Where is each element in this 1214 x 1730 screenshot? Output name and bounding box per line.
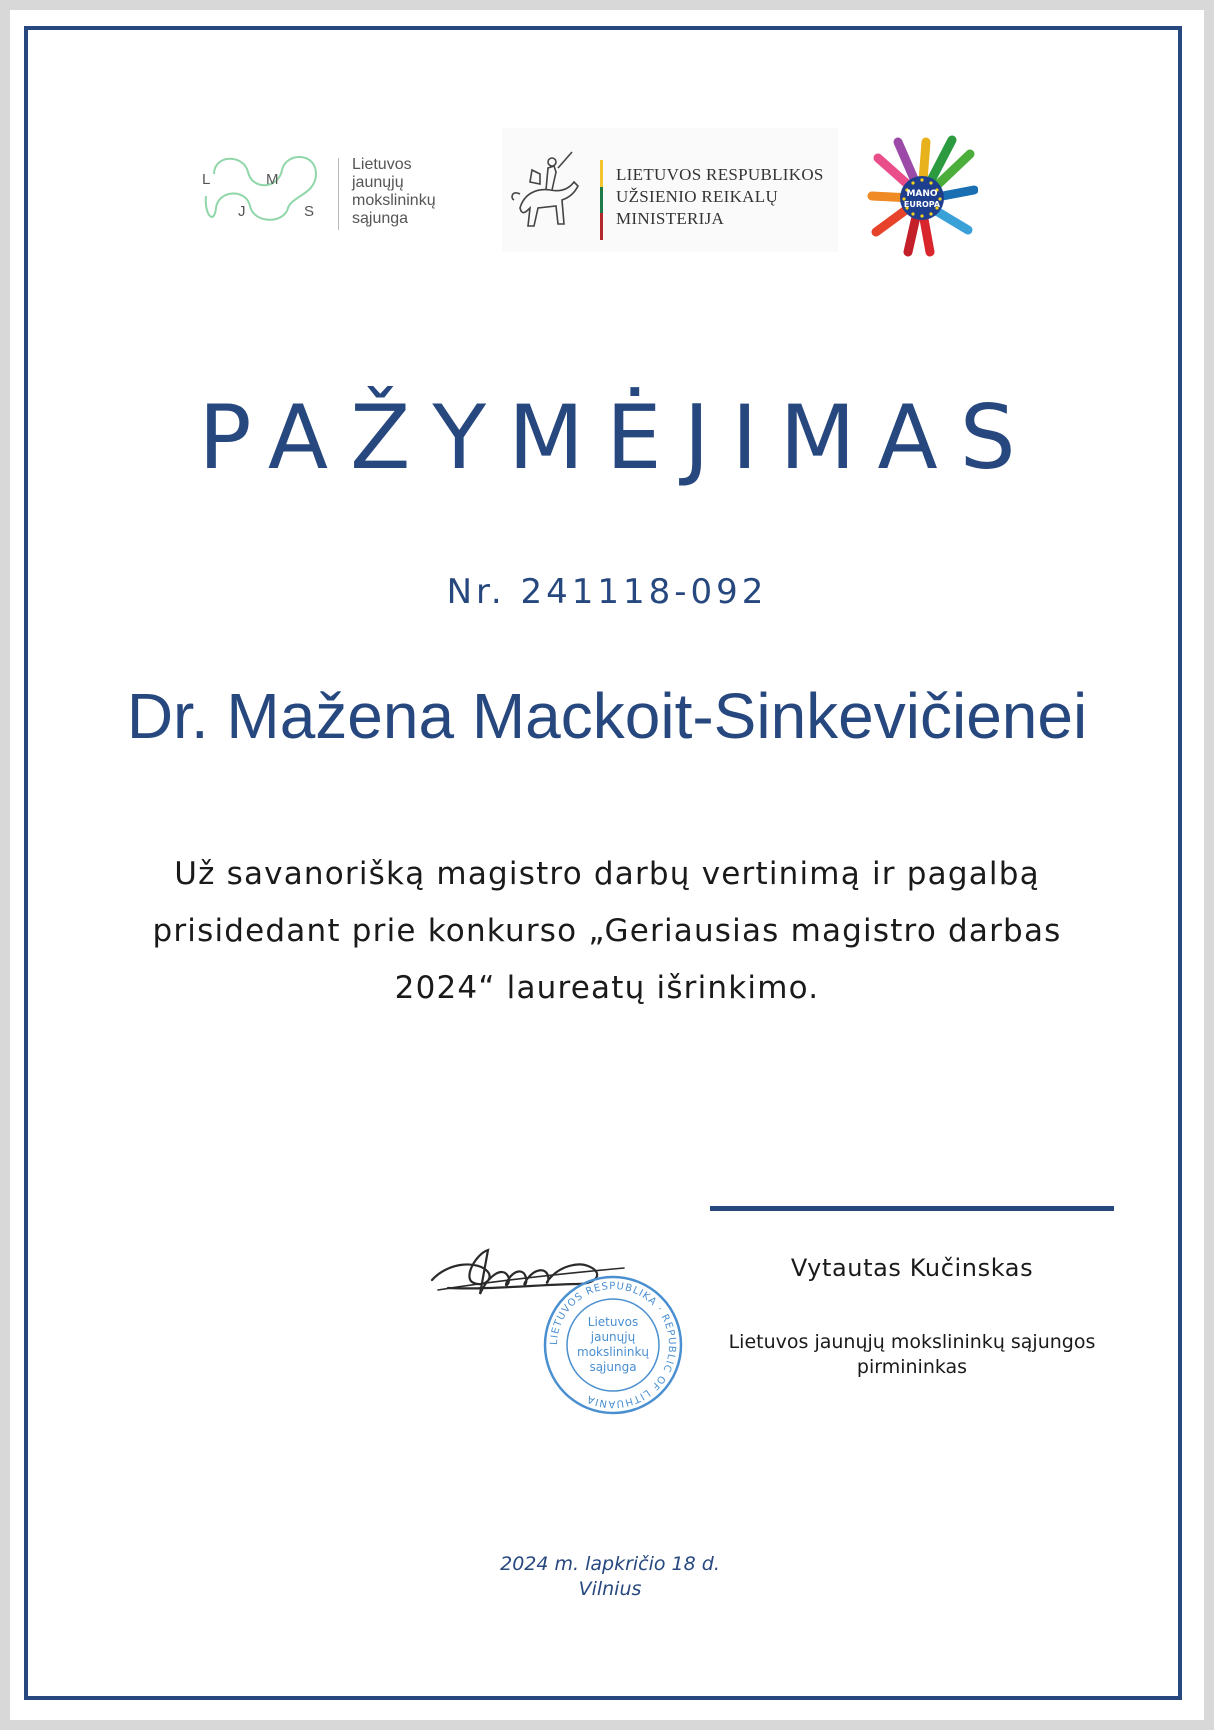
hands-icon: [866, 128, 978, 260]
mano-text: MANO: [906, 189, 938, 199]
flag-green: [600, 187, 603, 214]
lms-letter-j: J: [238, 203, 246, 220]
issue-date-place: [410, 1552, 810, 1602]
recipient-name: Dr. Mažena Mackoit-Sinkevičienei: [126, 680, 1088, 752]
lithuanian-flag-stripe: [600, 160, 603, 240]
lms-letter-l: L: [202, 171, 211, 188]
certificate-title: PAŽYMĖJIMAS: [198, 386, 1038, 489]
lms-text-line: sąjunga: [352, 210, 409, 227]
urm-text-line: MINISTERIJA: [616, 209, 725, 228]
certificate-number: Nr. 241118-092: [446, 572, 768, 612]
lms-text-line: jaunųjų: [352, 174, 404, 191]
stamp-text-line: mokslininkų: [577, 1345, 649, 1359]
stamp-text-line: Lietuvos: [587, 1315, 639, 1329]
lms-text-line: mokslininkų: [352, 192, 436, 209]
signer-title-line: Lietuvos jaunųjų mokslininkų sąjungos: [728, 1331, 1096, 1353]
lms-letter-s: S: [304, 203, 315, 220]
signer-title: [710, 1330, 1114, 1380]
stamp-text-line: sąjunga: [589, 1360, 637, 1374]
official-stamp: [538, 1270, 688, 1420]
issue-place: Vilnius: [578, 1578, 642, 1600]
europa-text: EUROPA: [903, 200, 941, 209]
stamp-ring-textpath: LIETUVOS RESPUBLIKA · REPUBLIC OF LITHUANIA: [548, 1280, 678, 1410]
flag-yellow: [600, 160, 603, 187]
lms-mark-icon: [192, 144, 338, 234]
urm-logo: [502, 128, 838, 252]
mano-europa-logo: [866, 128, 978, 260]
lms-logo-text: [352, 156, 436, 228]
urm-logo-text: [616, 164, 824, 230]
signer-name: Vytautas Kučinskas: [790, 1254, 1034, 1282]
flag-red: [600, 213, 603, 240]
urm-text-line: LIETUVOS RESPUBLIKOS: [616, 165, 824, 184]
signer-title-line: pirmininkas: [856, 1356, 968, 1378]
reason-line: 2024“ laureatų išrinkimo.: [394, 970, 820, 1006]
lms-letter-m: M: [266, 171, 279, 188]
lms-divider: [338, 158, 339, 230]
lms-text-line: Lietuvos: [352, 156, 412, 173]
reason-line: prisidedant prie konkurso „Geriausias magistro darbas: [152, 913, 1062, 949]
award-reason: [70, 846, 1144, 1017]
issue-date: 2024 m. lapkričio 18 d.: [500, 1553, 720, 1575]
lms-logo: [192, 144, 464, 234]
urm-text-line: UŽSIENIO REIKALŲ: [616, 187, 779, 206]
signature-line: [710, 1206, 1114, 1211]
stamp-text-line: jaunųjų: [590, 1330, 636, 1344]
vytis-knight-icon: [502, 128, 592, 252]
certificate-page: [10, 10, 1204, 1720]
reason-line: Už savanorišką magistro darbų vertinimą ir pagalbą: [174, 856, 1040, 892]
